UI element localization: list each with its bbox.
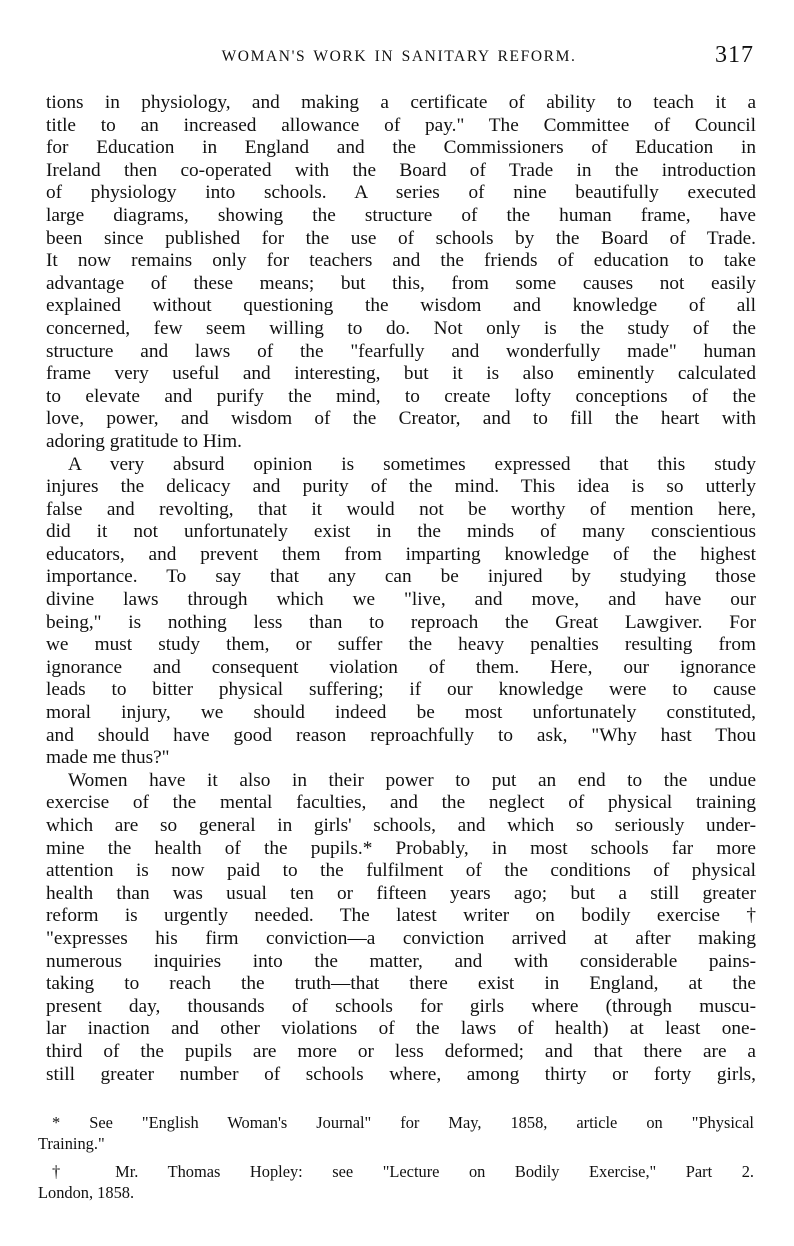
text-line: third of the pupils are more or less deformed; and that there are a <box>46 1040 756 1062</box>
text-line: "expresses his firm conviction—a conviction arrived at after making <box>46 927 756 949</box>
text-line: and should have good reason reproachfully to ask, "Why hast Thou <box>46 724 756 746</box>
text-line: large diagrams, showing the structure of the human frame, have <box>46 204 756 226</box>
page-number: 317 <box>715 42 754 68</box>
text-line: exercise of the mental faculties, and the neglect of physical training <box>46 792 756 814</box>
running-head <box>40 42 758 72</box>
text-line: A very absurd opinion is sometimes expressed that this study <box>68 453 756 475</box>
text-line: made me thus?" <box>46 747 170 769</box>
footnote-line: London, 1858. <box>38 1183 135 1202</box>
text-line: importance. To say that any can be injured by studying those <box>46 566 756 588</box>
footnote-line: † Mr. Thomas Hopley: see "Lecture on Bodily Exercise," Part 2. <box>52 1162 754 1181</box>
text-line: taking to reach the truth—that there exist in England, at the <box>46 973 756 995</box>
body-text <box>46 92 756 1086</box>
text-line: title to an increased allowance of pay." The Committee of Council <box>46 114 756 136</box>
text-line: which are so general in girls' schools, and which so seriously under- <box>46 815 756 836</box>
text-line: structure and laws of the "fearfully and wonderfully made" human <box>46 340 756 362</box>
text-line: health than was usual ten or fifteen years ago; but a still greater <box>46 882 756 904</box>
text-line: false and revolting, that it would not be worthy of mention here, <box>46 498 756 520</box>
text-line: being," is nothing less than to reproach the Great Lawgiver. For <box>46 611 756 633</box>
text-line: Ireland then co-operated with the Board of Trade in the introduction <box>46 159 756 181</box>
text-line: advantage of these means; but this, from some causes not easily <box>46 272 756 294</box>
text-line: of physiology into schools. A series of nine beautifully executed <box>46 182 756 204</box>
running-title: WOMAN'S WORK IN SANITARY REFORM. <box>221 48 577 65</box>
text-line: explained without questioning the wisdom and knowledge of all <box>46 295 756 317</box>
text-line: present day, thousands of schools for girls where (through muscu- <box>46 995 756 1017</box>
text-line: adoring gratitude to Him. <box>46 430 242 452</box>
text-line: for Education in England and the Commissioners of Education in <box>46 137 756 159</box>
text-line: to elevate and purify the mind, to create lofty conceptions of the <box>46 385 756 407</box>
footnotes <box>38 1112 754 1203</box>
footnote-line: * See "English Woman's Journal" for May, 1858, article on "Physical <box>52 1113 754 1132</box>
text-line: injures the delicacy and purity of the mind. This idea is so utterly <box>46 476 756 498</box>
text-line: did it not unfortunately exist in the minds of many conscientious <box>46 521 756 543</box>
text-line: frame very useful and interesting, but it is also eminently calculated <box>46 363 756 385</box>
text-line: reform is urgently needed. The latest writer on bodily exercise † <box>46 905 756 927</box>
text-line: still greater number of schools where, among thirty or forty girls, <box>46 1063 756 1085</box>
text-line: moral injury, we should indeed be most unfortunately constituted, <box>46 702 756 724</box>
footnote-line: Training." <box>38 1134 105 1153</box>
text-line: lar inaction and other violations of the laws of health) at least one- <box>46 1018 756 1040</box>
text-line: ignorance and consequent violation of them. Here, our ignorance <box>46 656 756 678</box>
text-line: It now remains only for teachers and the friends of education to take <box>46 250 756 272</box>
text-line: educators, and prevent them from imparting knowledge of the highest <box>46 543 756 565</box>
text-line: mine the health of the pupils.* Probably, in most schools far more <box>46 837 756 859</box>
text-line: been since published for the use of schools by the Board of Trade. <box>46 227 756 249</box>
text-line: numerous inquiries into the matter, and with considerable pains- <box>46 950 756 972</box>
text-line: tions in physiology, and making a certificate of ability to teach it a <box>46 92 756 113</box>
text-line: Women have it also in their power to put an end to the undue <box>68 769 756 791</box>
text-line: leads to bitter physical suffering; if our knowledge were to cause <box>46 679 756 701</box>
text-line: love, power, and wisdom of the Creator, and to fill the heart with <box>46 408 756 430</box>
text-line: we must study them, or suffer the heavy penalties resulting from <box>46 634 756 656</box>
text-line: concerned, few seem willing to do. Not only is the study of the <box>46 317 756 339</box>
text-line: divine laws through which we "live, and move, and have our <box>46 589 756 611</box>
text-line: attention is now paid to the fulfilment of the conditions of physical <box>46 860 756 882</box>
